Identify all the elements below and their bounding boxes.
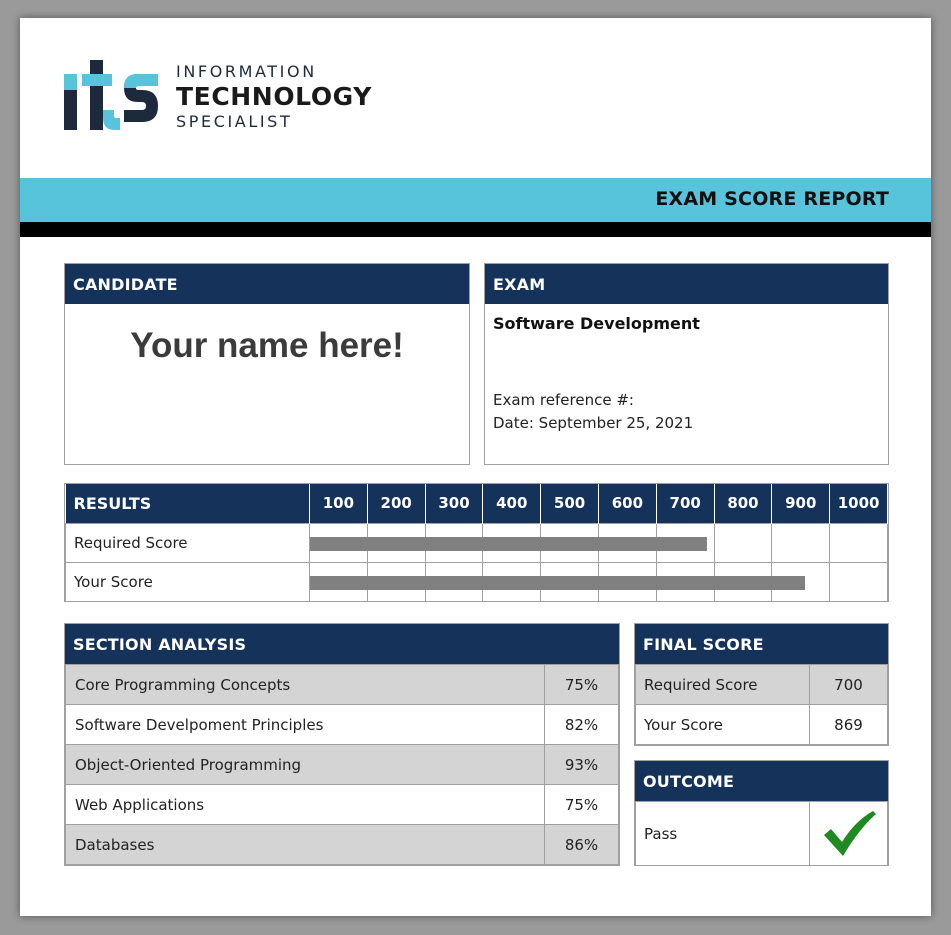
score-report-page <box>20 18 931 916</box>
scale-tick: 900 <box>772 484 830 523</box>
exam-name: Software Development <box>493 314 700 333</box>
outcome-result: Pass <box>636 802 810 866</box>
section-name: Databases <box>66 825 545 865</box>
section-name: Web Applications <box>66 785 545 825</box>
its-logo-icon <box>64 60 160 132</box>
exam-reference: Exam reference #: <box>493 391 634 409</box>
results-header: RESULTS <box>66 484 310 523</box>
scale-tick: 200 <box>367 484 425 523</box>
section-percent: 75% <box>545 665 619 705</box>
table-row <box>66 745 619 785</box>
required-score-bar <box>310 537 707 551</box>
logo-line-specialist: SPECIALIST <box>176 112 293 131</box>
scale-tick: 700 <box>656 484 714 523</box>
exam-date: Date: September 25, 2021 <box>493 414 694 432</box>
logo-line-information: INFORMATION <box>176 62 317 81</box>
candidate-header: CANDIDATE <box>65 264 469 304</box>
scale-tick: 600 <box>598 484 656 523</box>
table-row <box>636 705 888 745</box>
final-score-table <box>634 623 889 746</box>
exam-box <box>484 263 889 465</box>
results-table <box>64 483 889 602</box>
table-row <box>636 802 888 866</box>
final-required-label: Required Score <box>636 665 810 705</box>
candidate-box <box>64 263 470 465</box>
scale-tick: 800 <box>714 484 772 523</box>
logo-line-technology: TECHNOLOGY <box>176 82 372 111</box>
required-score-label: Required Score <box>66 523 310 562</box>
table-row <box>66 705 619 745</box>
scale-tick: 400 <box>483 484 541 523</box>
scale-tick: 1000 <box>830 484 888 523</box>
logo-wordmark <box>176 62 372 132</box>
section-percent: 82% <box>545 705 619 745</box>
table-row <box>66 785 619 825</box>
your-score-bar <box>310 576 805 590</box>
section-name: Object-Oriented Programming <box>66 745 545 785</box>
candidate-name: Your name here! <box>130 326 404 365</box>
report-title: EXAM SCORE REPORT <box>655 188 889 210</box>
final-score-header: FINAL SCORE <box>635 624 888 664</box>
required-score-row <box>66 523 888 562</box>
final-your-label: Your Score <box>636 705 810 745</box>
scale-tick: 300 <box>425 484 483 523</box>
table-row <box>66 825 619 865</box>
section-percent: 75% <box>545 785 619 825</box>
section-percent: 86% <box>545 825 619 865</box>
section-name: Core Programming Concepts <box>66 665 545 705</box>
section-analysis-table <box>64 623 620 866</box>
table-row <box>636 665 888 705</box>
checkmark-icon <box>821 809 877 859</box>
your-score-row <box>66 562 888 601</box>
scale-tick: 100 <box>310 484 368 523</box>
scale-tick: 500 <box>541 484 599 523</box>
table-row <box>66 665 619 705</box>
banner-divider <box>20 222 931 237</box>
exam-header: EXAM <box>485 264 888 304</box>
section-analysis-header: SECTION ANALYSIS <box>65 624 619 664</box>
your-score-label: Your Score <box>66 562 310 601</box>
report-banner <box>20 178 931 222</box>
section-percent: 93% <box>545 745 619 785</box>
results-header-row <box>66 484 888 523</box>
outcome-header: OUTCOME <box>635 761 888 801</box>
outcome-table <box>634 760 889 866</box>
final-required-value: 700 <box>810 665 888 705</box>
final-your-value: 869 <box>810 705 888 745</box>
section-name: Software Develpoment Principles <box>66 705 545 745</box>
